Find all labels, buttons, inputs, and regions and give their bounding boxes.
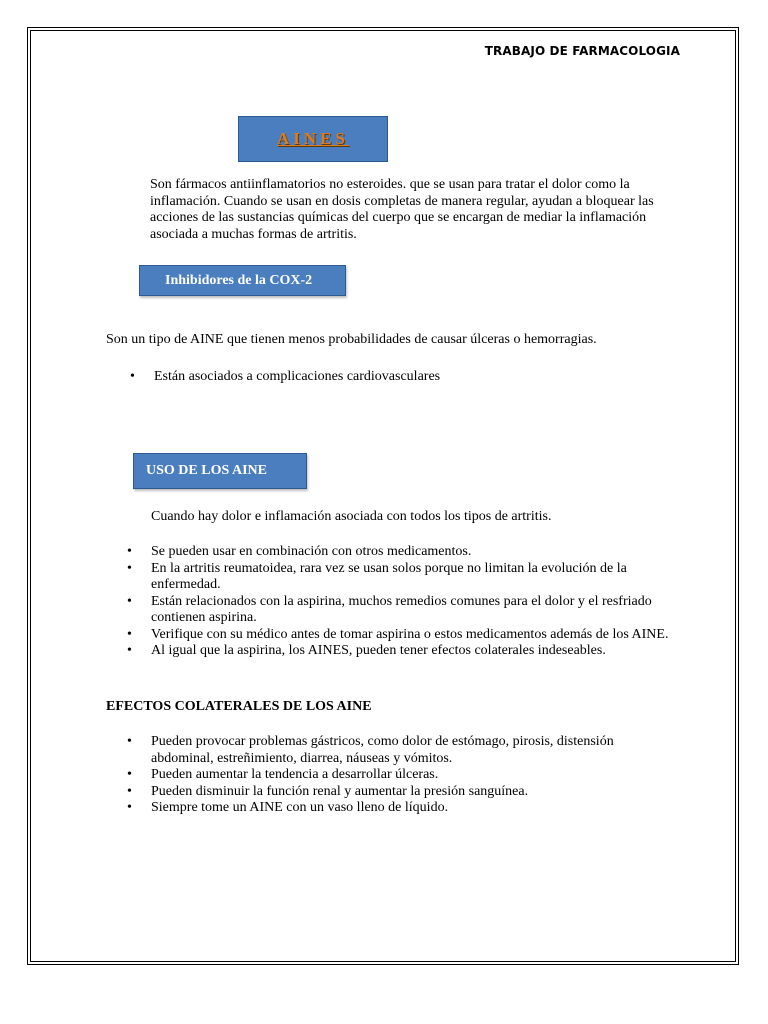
intro-paragraph: Son fármacos antiinflamatorios no esteroides. que se usan para tratar el dolor como la inflamación. Cuando se usan en dosis completas de manera regular, ayudan a bloquear las acciones de las sustancias químicas del cuerpo que se encargan de mediar la inflamación asociada a muchas formas de artritis.: [150, 177, 654, 242]
bullet: •: [127, 626, 132, 642]
uso-list: [127, 544, 675, 660]
list-item: [130, 369, 690, 386]
uso-paragraph: Cuando hay dolor e inflamación asociada con todos los tipos de artritis.: [151, 509, 552, 524]
bullet: •: [127, 783, 132, 799]
list-item: [127, 643, 675, 660]
list-item-text: Pueden provocar problemas gástricos, como dolor de estómago, pirosis, distensión abdominal, estreñimiento, diarrea, náuseas y vómitos.: [151, 734, 614, 766]
bullet: •: [130, 369, 135, 384]
page-header: TRABAJO DE FARMACOLOGIA: [484, 44, 680, 58]
list-item-text: Verifique con su médico antes de tomar aspirina o estos medicamentos además de los AINE.: [151, 626, 669, 642]
list-item-text: Pueden aumentar la tendencia a desarrollar úlceras.: [151, 767, 439, 782]
list-item: [127, 594, 675, 627]
list-item-text: Están asociados a complicaciones cardiovasculares: [154, 369, 441, 384]
efectos-list: [127, 734, 675, 817]
page-title: AINES: [277, 129, 349, 148]
list-item-text: En la artritis reumatoidea, rara vez se usan solos porque no limitan la evolución de la enfermedad.: [151, 560, 627, 592]
list-item: [127, 627, 675, 644]
page-border: [30, 30, 736, 962]
bullet: •: [127, 593, 132, 609]
list-item: [127, 800, 675, 817]
bullet: •: [127, 643, 132, 658]
efectos-heading: EFECTOS COLATERALES DE LOS AINE: [106, 699, 372, 714]
cox2-box: [139, 265, 346, 296]
list-item-text: Pueden disminuir la función renal y aumentar la presión sanguínea.: [151, 783, 529, 799]
bullet: •: [127, 560, 132, 576]
bullet: •: [127, 734, 132, 749]
cox2-list: [130, 369, 690, 386]
uso-box-label: USO DE LOS AINE: [146, 463, 267, 478]
list-item-text: Se pueden usar en combinación con otros medicamentos.: [151, 544, 472, 559]
uso-box: [133, 453, 307, 489]
list-item-text: Siempre tome un AINE con un vaso lleno de líquido.: [151, 800, 449, 815]
list-item: [127, 784, 675, 801]
cox2-box-label: Inhibidores de la COX-2: [165, 272, 313, 288]
title-box: [238, 116, 388, 162]
list-item: [127, 734, 675, 767]
bullet: •: [127, 544, 132, 559]
list-item: [127, 561, 675, 594]
bullet: •: [127, 800, 132, 815]
cox2-paragraph: Son un tipo de AINE que tienen menos probabilidades de causar úlceras o hemorragias.: [106, 332, 597, 347]
list-item-text: Están relacionados con la aspirina, muchos remedios comunes para el dolor y el resfriado contienen aspirina.: [151, 593, 652, 625]
bullet: •: [127, 767, 132, 782]
list-item: [127, 767, 675, 784]
list-item: [127, 544, 675, 561]
list-item-text: Al igual que la aspirina, los AINES, pueden tener efectos colaterales indeseables.: [151, 643, 606, 658]
